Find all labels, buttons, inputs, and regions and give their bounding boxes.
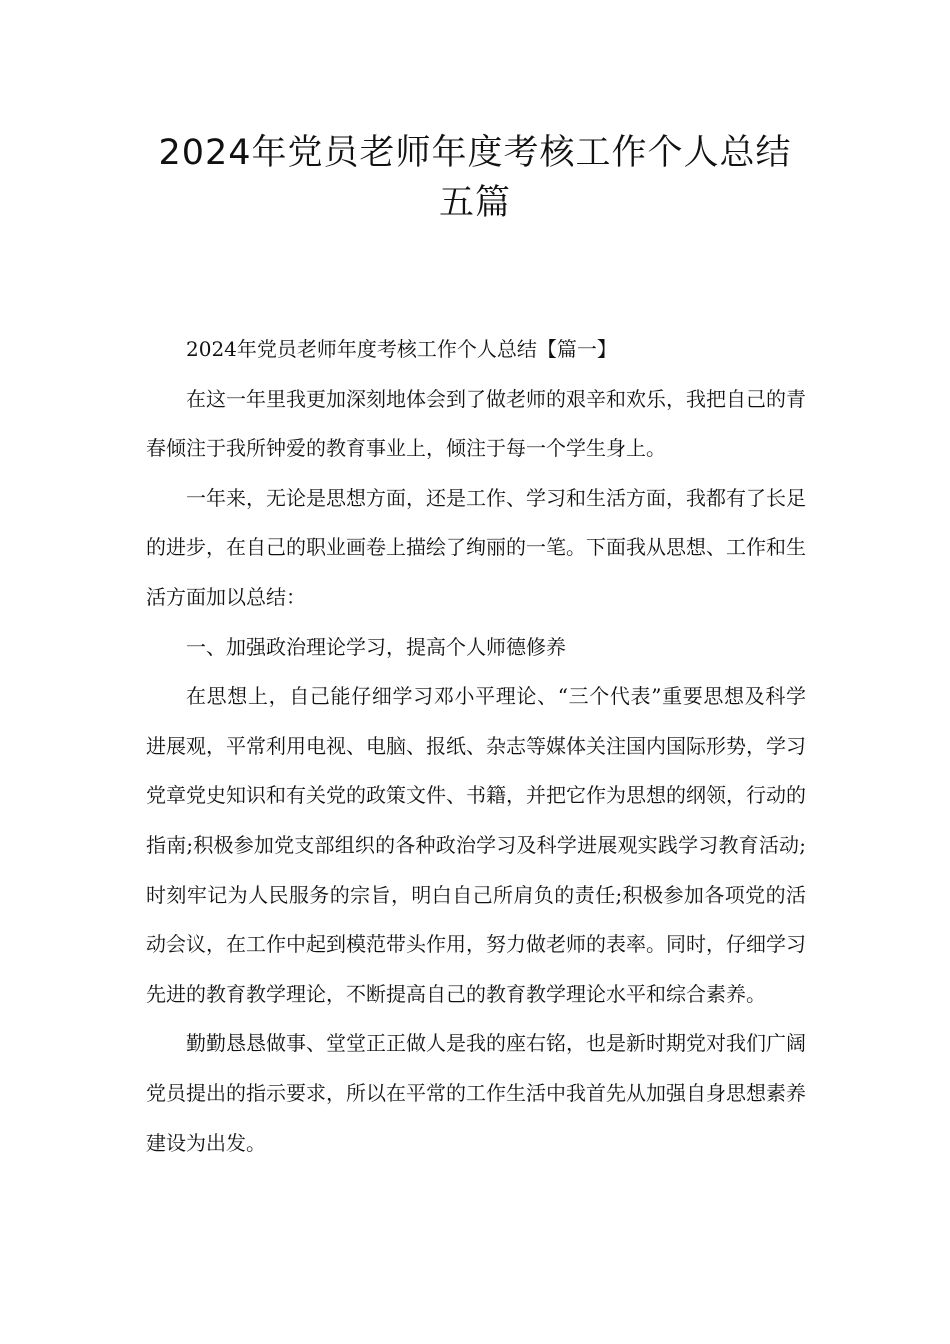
section-heading: 一、加强政治理论学习，提高个人师德修养: [186, 634, 566, 659]
body-paragraph: 勤勤恳恳做事、堂堂正正做人是我的座右铭，也是新时期党对我们广阔党员提出的指示要求，所以在平常的工作生活中我首先从加强自身思想素养建设为出发。: [146, 1031, 806, 1155]
document-body: [146, 325, 806, 1168]
body-paragraph: 在这一年里我更加深刻地体会到了做老师的艰辛和欢乐，我把自己的青春倾注于我所钟爱的教育事业上，倾注于每一个学生身上。: [146, 386, 806, 461]
body-paragraph: 一年来，无论是思想方面，还是工作、学习和生活方面，我都有了长足的进步，在自己的职业画卷上描绘了绚丽的一笔。下面我从思想、工作和生活方面加以总结：: [146, 485, 806, 609]
section-heading-part-one: 2024年党员老师年度考核工作个人总结【篇一】: [186, 337, 617, 361]
document-title-line-1: 2024年党员老师年度考核工作个人总结: [158, 133, 792, 173]
body-paragraph: 在思想上，自己能仔细学习邓小平理论、“三个代表”重要思想及科学进展观，平常利用电视、电脑、报纸、杂志等媒体关注国内国际形势，学习党章党史知识和有关党的政策文件、书籍，并把它作为思想的纲领，行动的指南;积极参加党支部组织的各种政治学习及科学进展观实践学习教育活动;时刻牢记为人民服务的宗旨，明白自己所肩负的责任;积极参加各项党的活动会议，在工作中起到模范带头作用，努力做老师的表率。同时，仔细学习先进的教育教学理论，不断提高自己的教育教学理论水平和综合素养。: [146, 684, 806, 1006]
document-title-line-2: 五篇: [438, 183, 511, 223]
